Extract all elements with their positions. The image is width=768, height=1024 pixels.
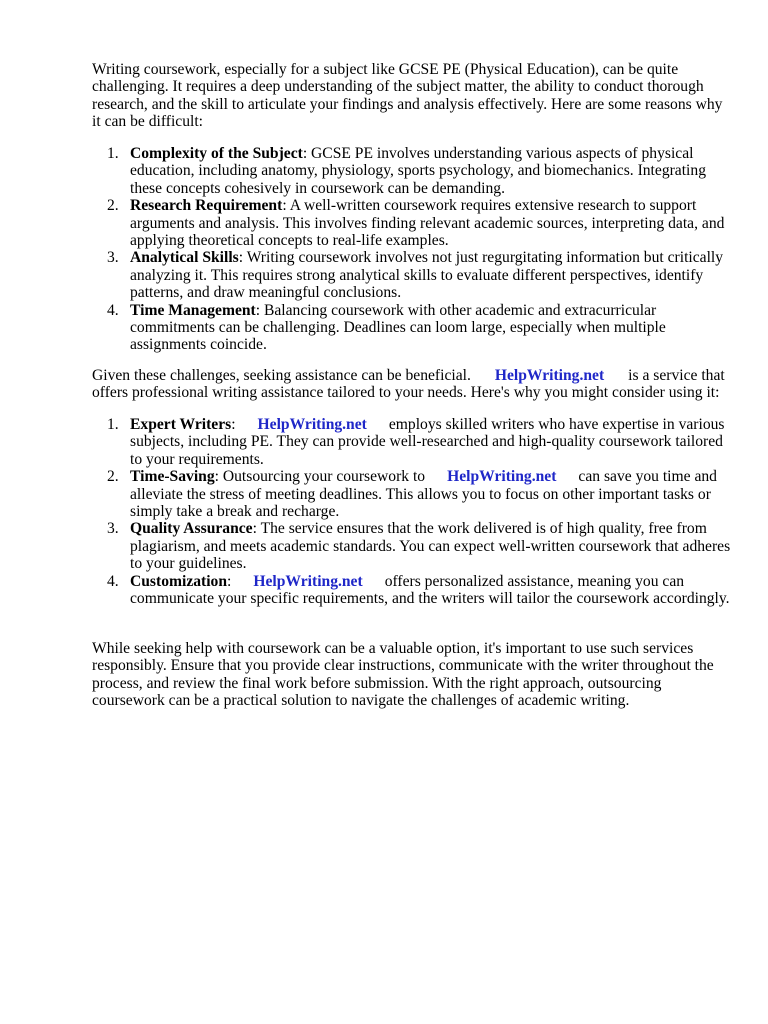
- list-text: employs skilled writers who have expertise in various subjects, including PE. They can provide well-researched and high-quality coursework tailored to your requirements.: [130, 416, 725, 468]
- term-separator: :: [255, 301, 264, 319]
- list-number: 1.: [107, 416, 119, 433]
- list-item: [92, 197, 732, 249]
- list-number: 2.: [107, 197, 119, 215]
- list-text: Balancing coursework with other academic and extracurricular commitments can be challenging. Deadlines can loom large, especially when multiple assignments coincide.: [130, 301, 666, 354]
- term-separator: :: [252, 520, 261, 538]
- list-text: A well-written coursework requires extensive research to support arguments and analysis. This involves finding relevant academic sources, interpreting data, and applying theoretical concepts to real-life examples.: [130, 197, 725, 250]
- term-separator: :: [302, 145, 312, 162]
- helpwriting-link[interactable]: HelpWriting.net: [494, 367, 605, 384]
- list-text: The service ensures that the work delivered is of high quality, free from plagiarism, and meets academic standards. You can expect well-written coursework that adheres to your guidelines.: [130, 520, 731, 573]
- list-text: can save you time and alleviate the stress of meeting deadlines. This allows you to focus on other important tasks or simply take a break and recharge.: [130, 468, 717, 521]
- list-number: 1.: [107, 145, 119, 162]
- term-separator: :: [282, 197, 290, 215]
- list-item: [92, 573, 732, 608]
- list-term: Time-Saving: [130, 468, 215, 486]
- list-term: Analytical Skills: [130, 249, 239, 267]
- term-separator: :: [238, 249, 247, 267]
- list-text: Writing coursework involves not just regurgitating information but critically analyzing it. This requires strong analytical skills to evaluate different perspectives, identify patterns, and draw meaningful conclusions.: [130, 249, 724, 302]
- list-item: [92, 468, 732, 520]
- list-pre-text: Outsourcing your coursework to: [222, 468, 426, 486]
- list-text: GCSE PE involves understanding various aspects of physical education, including anatomy, physiology, sports psychology, and biomechanics. Integrating these concepts cohesively in coursework can be demanding.: [130, 145, 706, 197]
- list-term: Expert Writers: [130, 416, 232, 433]
- helpwriting-link[interactable]: HelpWriting.net: [253, 572, 363, 590]
- list-number: 4.: [107, 301, 119, 319]
- term-separator: :: [231, 416, 236, 433]
- list-item: [92, 249, 732, 301]
- list-term: Complexity of the Subject: [130, 145, 303, 162]
- term-separator: :: [214, 468, 223, 486]
- list-text: offers personalized assistance, meaning you can communicate your specific requirements, and the writers will tailor the coursework accordingly.: [130, 572, 730, 608]
- term-separator: :: [227, 572, 232, 590]
- service-description-text: is a service that offers professional writing assistance tailored to your needs. Here's why you might consider using it:: [92, 367, 725, 402]
- list-number: 3.: [107, 249, 119, 267]
- list-term: Research Requirement: [130, 197, 283, 215]
- list-item: [92, 302, 732, 354]
- list-item: [92, 145, 732, 197]
- list-item: [92, 416, 732, 468]
- reasons-list: [92, 145, 732, 354]
- benefits-list: [92, 416, 732, 607]
- list-term: Quality Assurance: [130, 520, 253, 538]
- conclusion-paragraph: While seeking help with coursework can be a valuable option, it's important to use such services responsibly. Ensure that you provide clear instructions, communicate with the writer throughout the process, and review the final work before submission. With the right approach, outsourcing coursework can be a practical solution to navigate the challenges of academic writing.: [92, 640, 714, 710]
- list-number: 2.: [107, 468, 119, 486]
- helpwriting-link[interactable]: HelpWriting.net: [257, 416, 367, 433]
- helpwriting-link[interactable]: HelpWriting.net: [447, 468, 557, 486]
- list-number: 4.: [107, 572, 119, 590]
- service-intro-text: Given these challenges, seeking assistance can be beneficial.: [92, 367, 471, 384]
- list-item: [92, 520, 732, 572]
- list-number: 3.: [107, 520, 119, 538]
- list-term: Customization: [130, 572, 228, 590]
- intro-paragraph: Writing coursework, especially for a subject like GCSE PE (Physical Education), can be quite challenging. It requires a deep understanding of the subject matter, the ability to conduct thorough research, and the skill to articulate your findings and analysis effectively. Here are some reasons why it can be difficult:: [92, 61, 723, 131]
- list-term: Time Management: [130, 301, 256, 319]
- service-paragraph: [92, 367, 732, 402]
